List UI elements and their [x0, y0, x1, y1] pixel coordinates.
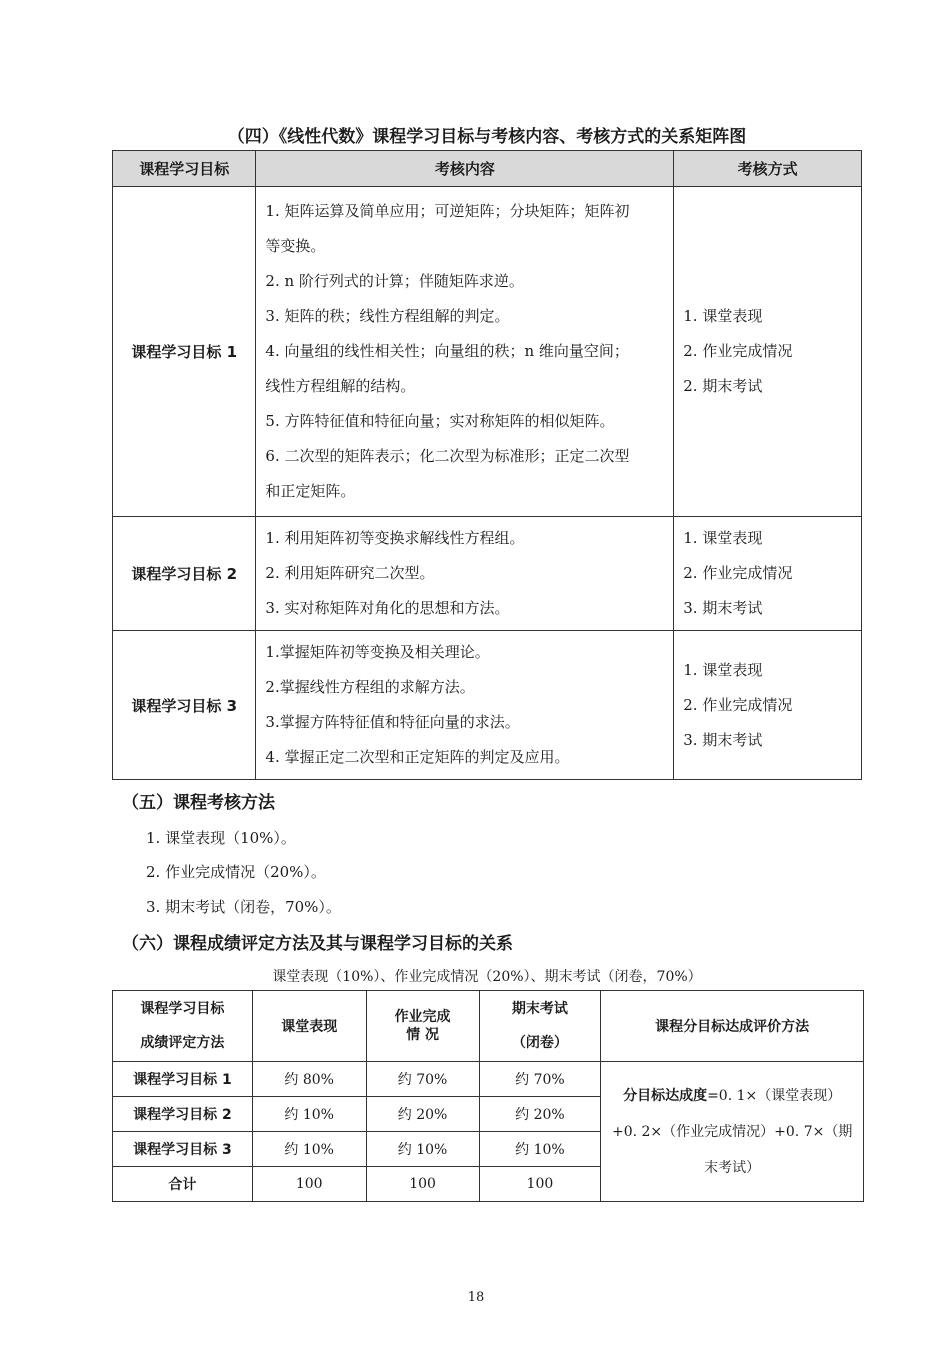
goal-cell: 课程学习目标 3	[113, 631, 256, 780]
header-method: 考核方式	[674, 151, 862, 187]
homework-cell: 约 70%	[366, 1062, 479, 1097]
section6-title: （六）课程成绩评定方法及其与课程学习目标的关系	[122, 934, 513, 954]
content-line: 3. 矩阵的秩；线性方程组解的判定。	[265, 307, 510, 325]
class-performance-cell: 约 80%	[252, 1062, 366, 1097]
method-line: 1. 课堂表现	[683, 529, 763, 547]
formula-label: 分目标达成度	[623, 1087, 708, 1104]
content-line: 6. 二次型的矩阵表示；化二次型为标准形；正定二次型	[265, 447, 630, 465]
header-final-exam	[479, 991, 601, 1062]
header-line: 课程学习目标	[140, 1001, 225, 1017]
method-line: 2. 期末考试	[683, 377, 763, 395]
method-cell	[674, 631, 862, 780]
header-goal: 课程学习目标	[113, 151, 256, 187]
table-row	[113, 187, 862, 517]
goal-cell: 课程学习目标 1	[113, 1062, 253, 1097]
evaluation-formula-cell	[601, 1062, 864, 1202]
header-line: 成绩评定方法	[140, 1035, 225, 1051]
header-class-performance: 课堂表现	[252, 991, 366, 1062]
final-exam-cell: 约 70%	[479, 1062, 601, 1097]
page-number: 18	[467, 1290, 485, 1305]
assessment-item: 2. 作业完成情况（20%）。	[146, 863, 326, 881]
content-line: 2.掌握线性方程组的求解方法。	[265, 678, 475, 696]
method-line: 3. 期末考试	[683, 599, 763, 617]
goal-assessment-matrix-table	[112, 150, 862, 780]
homework-cell: 约 10%	[366, 1132, 479, 1167]
content-line: 1.掌握矩阵初等变换及相关理论。	[265, 643, 490, 661]
table-header-row	[113, 151, 862, 187]
content-line: 2. 利用矩阵研究二次型。	[265, 564, 435, 582]
method-line: 2. 作业完成情况	[683, 342, 793, 360]
assessment-item: 1. 课堂表现（10%）。	[146, 829, 296, 847]
assessment-item: 3. 期末考试（闭卷，70%）。	[146, 898, 341, 916]
header-line: （闭卷）	[511, 1035, 568, 1051]
method-line: 1. 课堂表现	[683, 660, 763, 679]
goal-cell: 课程学习目标 3	[113, 1132, 253, 1167]
class-performance-cell: 约 10%	[252, 1132, 366, 1167]
header-evaluation-method: 课程分目标达成评价方法	[601, 991, 864, 1062]
goal-cell: 课程学习目标 2	[113, 517, 256, 631]
class-performance-cell: 100	[252, 1167, 366, 1202]
content-line: 和正定矩阵。	[265, 482, 356, 500]
content-line: 3.掌握方阵特征值和特征向量的求法。	[265, 713, 520, 731]
content-line: 线性方程组解的结构。	[265, 377, 416, 395]
final-exam-cell: 100	[479, 1167, 601, 1202]
content-line: 1. 利用矩阵初等变换求解线性方程组。	[265, 529, 525, 547]
table-row	[113, 1062, 864, 1097]
table-row	[113, 631, 862, 780]
header-homework	[366, 991, 479, 1062]
table-header-row	[113, 991, 864, 1062]
grade-evaluation-table	[112, 990, 864, 1202]
content-cell	[256, 631, 674, 780]
method-cell	[674, 187, 862, 517]
formula-part: =0. 1×（课堂表现）	[707, 1087, 842, 1104]
homework-cell: 约 20%	[366, 1097, 479, 1132]
content-line: 4. 掌握正定二次型和正定矩阵的判定及应用。	[265, 748, 570, 766]
content-line: 2. n 阶行列式的计算；伴随矩阵求逆。	[265, 272, 524, 290]
content-line: 1. 矩阵运算及简单应用；可逆矩阵；分块矩阵；矩阵初	[265, 202, 630, 220]
table-row	[113, 517, 862, 631]
header-line: 作业完成	[394, 1009, 451, 1025]
goal-cell: 课程学习目标 1	[113, 187, 256, 517]
formula-part: +0. 2×（作业完成情况）+0. 7×（期	[611, 1123, 853, 1140]
header-goal-method	[113, 991, 253, 1062]
grade-weight-caption: 课堂表现（10%）、作业完成情况（20%）、期末考试（闭卷，70%）	[272, 969, 702, 985]
content-line: 5. 方阵特征值和特征向量；实对称矩阵的相似矩阵。	[265, 412, 615, 430]
final-exam-cell: 约 20%	[479, 1097, 601, 1132]
header-content: 考核内容	[256, 151, 674, 187]
header-line: 期末考试	[511, 1001, 568, 1017]
formula-part: 末考试）	[704, 1159, 761, 1176]
goal-cell: 课程学习目标 2	[113, 1097, 253, 1132]
content-line: 4. 向量组的线性相关性；向量组的秩；n 维向量空间；	[265, 342, 629, 360]
content-cell	[256, 517, 674, 631]
method-cell	[674, 517, 862, 631]
content-line: 3. 实对称矩阵对角化的思想和方法。	[265, 599, 510, 617]
method-line: 3. 期末考试	[683, 730, 763, 749]
method-line: 2. 作业完成情况	[683, 695, 793, 714]
class-performance-cell: 约 10%	[252, 1097, 366, 1132]
method-line: 1. 课堂表现	[683, 307, 763, 325]
section4-title: （四）《线性代数》课程学习目标与考核内容、考核方式的关系矩阵图	[227, 127, 747, 147]
section5-title: （五）课程考核方法	[122, 793, 275, 813]
homework-cell: 100	[366, 1167, 479, 1202]
content-line: 等变换。	[265, 237, 326, 255]
method-line: 2. 作业完成情况	[683, 564, 793, 582]
content-cell	[256, 187, 674, 517]
header-line: 情 况	[406, 1027, 439, 1043]
total-label-cell: 合计	[113, 1167, 253, 1202]
final-exam-cell: 约 10%	[479, 1132, 601, 1167]
